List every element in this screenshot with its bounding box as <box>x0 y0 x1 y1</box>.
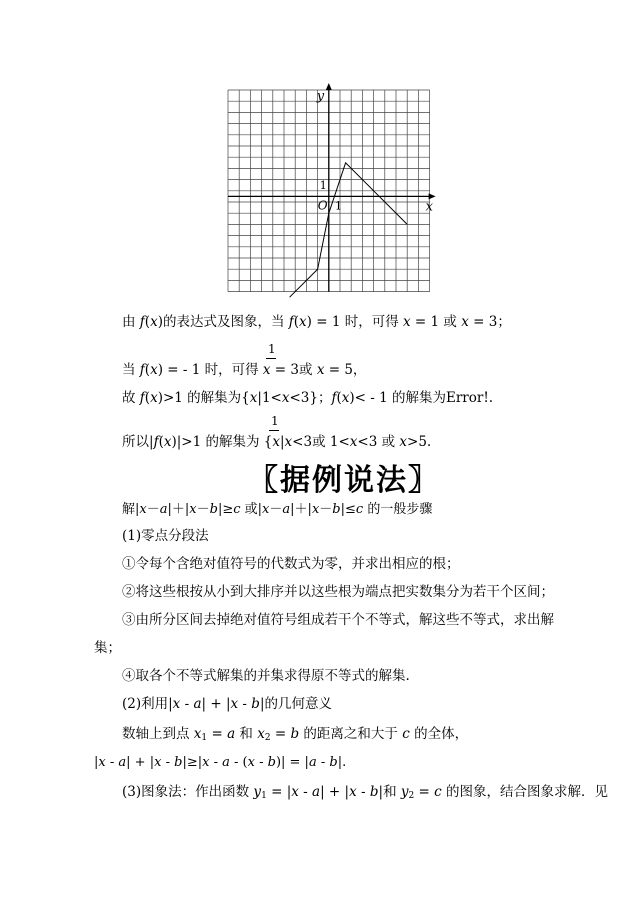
step-3b: 集； <box>94 640 121 656</box>
fraction-bar-2 <box>269 430 279 431</box>
inequality-line: |x - a| + |x - b|≥|x - a - (x - b)| = |a - b|. <box>94 755 347 770</box>
fraction-bar-1 <box>266 358 276 359</box>
step-heading-3: (3)图象法：作出函数 $y_1 = |x - a| + |x - b|$和 $y_2 = c$ 的图象，结合图象求解．见 <box>122 784 609 801</box>
geometric-meaning-line: 数轴上到点 $x_1 = a$ 和 $x_2 = b$ 的距离之和大于 c 的全体， <box>122 726 469 743</box>
graph-axes <box>228 83 436 292</box>
fraction-numerator-1: 1 <box>268 342 276 356</box>
method-intro: 解|x－a|＋|x－b|≥c 或|x－a|＋|x－b|≤c 的一般步骤 <box>122 502 433 517</box>
step-3a: ③由所分区间去掉绝对值符号组成若干个不等式，解这些不等式，求出解 <box>122 612 554 628</box>
step-1: ①令每个含绝对值符号的代数式为零，并求出相应的根； <box>122 556 460 572</box>
step-heading-2: (2)利用|x - a| + |x - b|的几何意义 <box>122 696 333 712</box>
text-line-3: 故 f(x)>1 的解集为{x|1<x<3}；f(x)< - 1 的解集为Error!. <box>122 390 494 406</box>
origin-label: O <box>317 198 328 213</box>
x-tick-label: 1 <box>335 199 342 213</box>
graph-svg <box>218 78 448 300</box>
y-tick-label: 1 <box>319 179 327 193</box>
y-axis-arrow <box>326 83 332 90</box>
step-4: ④取各个不等式解集的并集求得原不等式的解集. <box>122 668 410 684</box>
step-2: ②将这些根按从小到大排序并以这些根为端点把实数集分为若干个区间； <box>122 584 554 600</box>
text-line-2: 当 f(x) = - 1 时，可得 x = 3或 x = 5， <box>122 362 367 378</box>
x-axis-label: x <box>425 199 433 215</box>
text-line-1: 由 f(x)的表达式及图象，当 f(x) = 1 时，可得 x = 1 或 x = 3； <box>122 314 511 330</box>
y-axis-label: y <box>316 89 325 104</box>
step-heading-1: (1)零点分段法 <box>122 528 209 544</box>
fraction-numerator-2: 1 <box>271 414 279 428</box>
function-polyline <box>290 163 408 297</box>
function-graph <box>218 78 448 300</box>
section-heading: 〖据例说法〗 <box>248 463 440 498</box>
text-line-4: 所以|f(x)|>1 的解集为 {x|x<3或 1<x<3 或 x>5. <box>122 434 432 450</box>
